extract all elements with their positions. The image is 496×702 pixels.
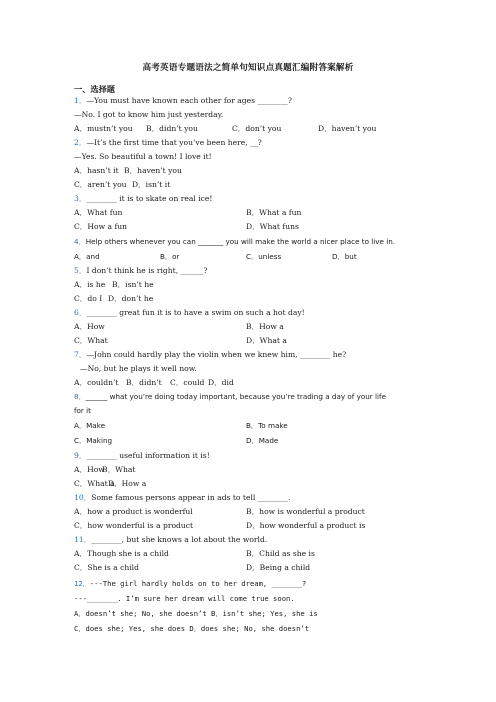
question-stem: ________, but she knows a lot about the world. [91,535,268,544]
option-d: D．Being a child [246,563,311,572]
option-c: C．how wonderful is a product [74,521,194,530]
question-number: 5． [74,266,87,275]
option-a: A．and [74,252,100,261]
options-row [74,222,299,232]
option-c: C．unless [246,252,282,261]
option-b: B．isn’t he [112,280,154,289]
option-d: D．how wonderful a product is [246,521,366,530]
question-6 [74,308,305,318]
option-d: D．isn’t it [132,180,171,189]
option-a: A．How [74,465,105,474]
options-row [74,507,365,517]
option-c: C．could [170,378,205,387]
option-c: C．do I [74,294,103,303]
question-10 [74,493,291,503]
question-3 [74,194,212,204]
question-stem: ________ useful information it is! [86,451,210,460]
option-c: C．Making [74,436,113,445]
option-a: A．Make [74,421,106,430]
options-row [74,465,135,475]
question-stem: Some famous persons appear in ads to tell ________. [91,493,291,502]
question-number: 6． [74,308,87,317]
option-a: A．mustn’t you [74,124,133,133]
section-heading: 一、选择题 [74,84,115,94]
option-d: D．did [208,378,234,387]
question-7 [74,350,346,360]
option-b: B．didn’t you [146,124,198,133]
dialogue-line: —Yes. So beautiful a town! I love it! [74,152,212,161]
question-stem: —You must have known each other for ages ________? [86,96,292,105]
question-number: 2． [74,138,87,147]
question-stem: ________ it is to skate on real ice! [86,194,213,203]
page-title: 高考英语专题语法之简单句知识点真题汇编附答案解析 [142,63,354,73]
options-row [74,563,311,573]
question-number: 7． [74,350,87,359]
question-8 [74,392,386,402]
question-11 [74,535,267,545]
option-b: B．How a [246,322,284,331]
option-b: B．or [160,252,180,261]
options-row [74,124,376,134]
dialogue-line: —No, but he plays it well now. [80,364,197,373]
options-row: C．does she; Yes, she does D．does she; No, she doesn’t [74,624,310,633]
option-c: C．What [74,336,108,345]
question-number: 1． [74,96,87,105]
option-b: B．didn’t [126,378,162,387]
question-number: 4． [74,237,86,246]
question-2 [74,138,262,148]
options-row [74,252,357,262]
question-stem: ________ great fun it is to have a swim on such a hot day! [86,308,305,317]
question-number: 9． [74,451,87,460]
options-row [74,421,288,431]
question-stem: ---The girl hardly holds on to her dream, _______? [89,579,307,588]
option-b: B．how is wonderful a product [246,507,365,516]
options-row: A．doesn’t she; No, she doesn’t B．isn’t she; Yes, she is [74,609,318,618]
option-a: A．What fun [74,208,123,217]
question-number: 10． [74,493,92,502]
options-row [74,378,234,388]
options-row [74,549,315,559]
option-d: D．What a [246,336,287,345]
option-a: A．hasn’t it [74,166,119,175]
option-d: D．What funs [246,222,299,231]
option-c: C．She is a child [74,563,139,572]
option-b: B．What [102,465,136,474]
question-1 [74,96,292,106]
option-c: C．don’t you [232,124,282,133]
options-row [74,208,302,218]
question-stem: Help others whenever you can _______ you will make the world a nicer place to live in. [85,237,396,246]
option-a: A．couldn’t [74,378,119,387]
option-d: D．haven’t you [318,124,377,133]
options-row [74,180,170,190]
option-b: B．haven’t you [124,166,182,175]
question-4 [74,237,395,247]
question-number: 11． [74,535,92,544]
option-a: A．How [74,322,105,331]
option-a: A．is he [74,280,106,289]
options-row [74,166,182,176]
option-c: C．aren’t you [74,180,127,189]
option-c: C．How a fun [74,222,128,231]
dialogue-line: —No. I got to know him just yesterday. [74,110,224,119]
question-9 [74,451,210,461]
question-number: 3． [74,194,87,203]
option-b: B．To make [246,421,288,430]
question-5 [74,266,207,276]
option-b: B．Child as she is [246,549,315,558]
question-stem: I don’t think he is right, ______? [86,266,208,275]
options-row [74,336,287,346]
option-d: D．Made [246,436,279,445]
options-row [74,479,146,489]
options-row [74,521,366,531]
question-12 [74,579,306,589]
options-row [74,294,153,304]
option-d: D．but [332,252,357,261]
question-stem: —It’s the first time that you’ve been here, __? [86,138,262,147]
option-a: A．Though she is a child [74,549,169,558]
options-row [74,436,279,446]
question-number: 8． [74,392,86,401]
option-a: A．how a product is wonderful [74,507,193,516]
options-row [74,322,284,332]
question-stem: —John could hardly play the violin when we knew him, ________ he? [86,350,347,359]
question-number: 12． [74,579,90,588]
options-row [74,280,154,290]
option-b: B．What a fun [246,208,302,217]
option-d: D．don’t he [108,294,154,303]
option-c: C．What a [74,479,115,488]
dialogue-line: ---_______. I’m sure her dream will come true soon. [74,594,295,603]
option-d: D．How a [108,479,147,488]
question-continuation: for it [74,406,91,415]
question-stem: ______ what you’re doing today important, because you’re trading a day of your life [85,392,386,401]
